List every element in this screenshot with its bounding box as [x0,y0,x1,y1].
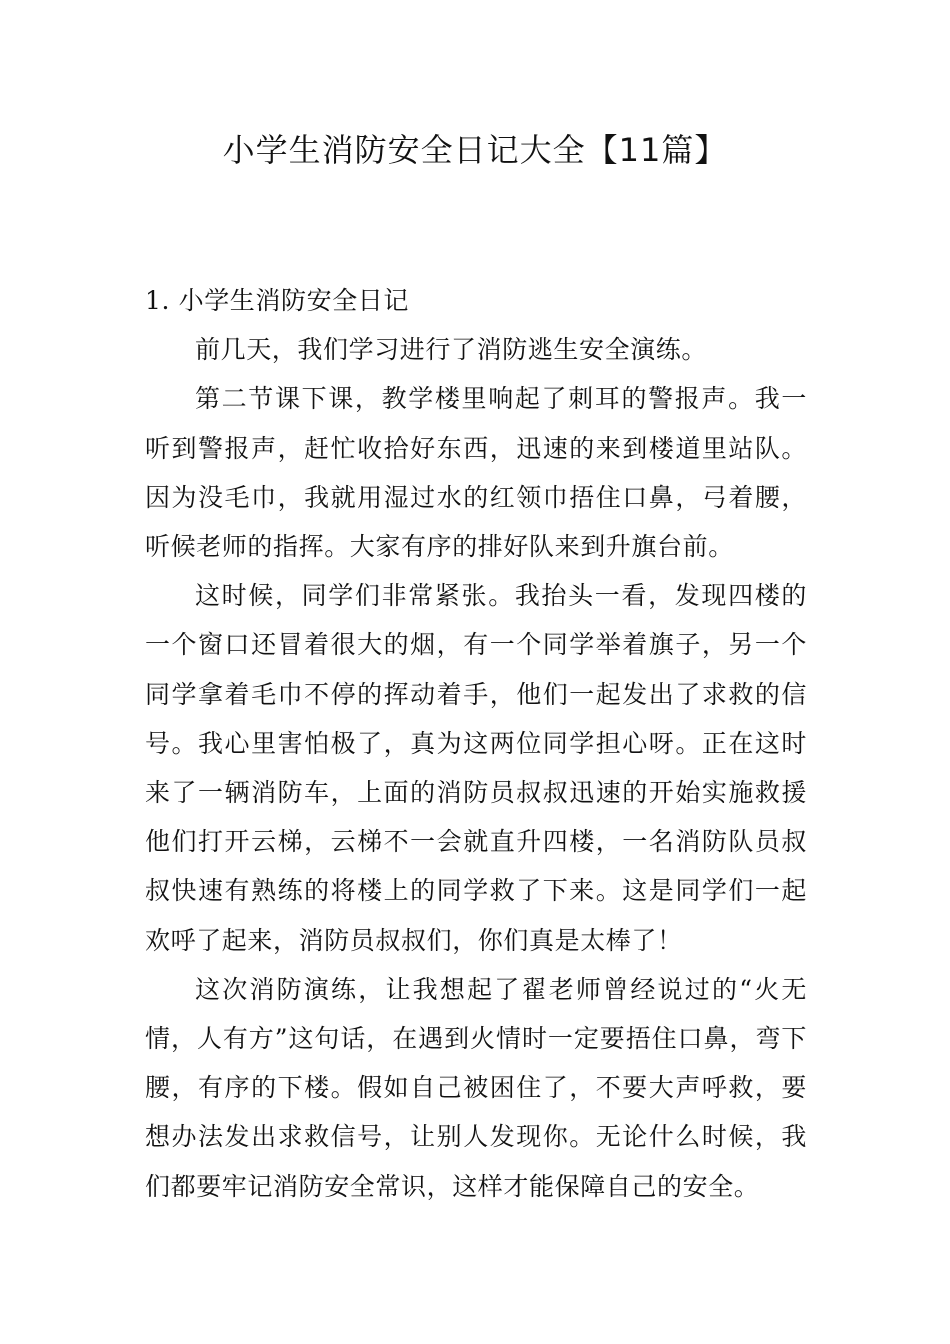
paragraph-1: 前几天，我们学习进行了消防逃生安全演练。 [195,335,708,365]
document-title: 小学生消防安全日记大全【11篇】 [222,131,728,169]
document-body [145,276,807,1211]
section-heading: 1. 小学生消防安全日记 [145,286,410,315]
paragraph-3: 这时候，同学们非常紧张。我抬头一看，发现四楼的一个窗口还冒着很大的烟，有一个同学举着旗子，另一个同学拿着毛巾不停的挥动着手，他们一起发出了求救的信号。我心里害怕极了，真为这两位同学担心呀。正在这时来了一辆消防车，上面的消防员叔叔迅速的开始实施救援他们打开云梯，云梯不一会就直升四楼，一名消防队员叔叔快速有熟练的将楼上的同学救了下来。这是同学们一起欢呼了起来，消防员叔叔们，你们真是太棒了！ [145,581,807,955]
paragraph-4: 这次消防演练，让我想起了翟老师曾经说过的“火无情，人有方”这句话，在遇到火情时一定要捂住口鼻，弯下腰，有序的下楼。假如自己被困住了，不要大声呼救，要想办法发出求救信号，让别人发现你。无论什么时候，我们都要牢记消防安全常识，这样才能保障自己的安全。 [145,974,807,1201]
paragraph-2: 第二节课下课，教学楼里响起了刺耳的警报声。我一听到警报声，赶忙收拾好东西，迅速的来到楼道里站队。因为没毛巾，我就用湿过水的红领巾捂住口鼻，弓着腰，听候老师的指挥。大家有序的排好队来到升旗台前。 [145,384,807,562]
